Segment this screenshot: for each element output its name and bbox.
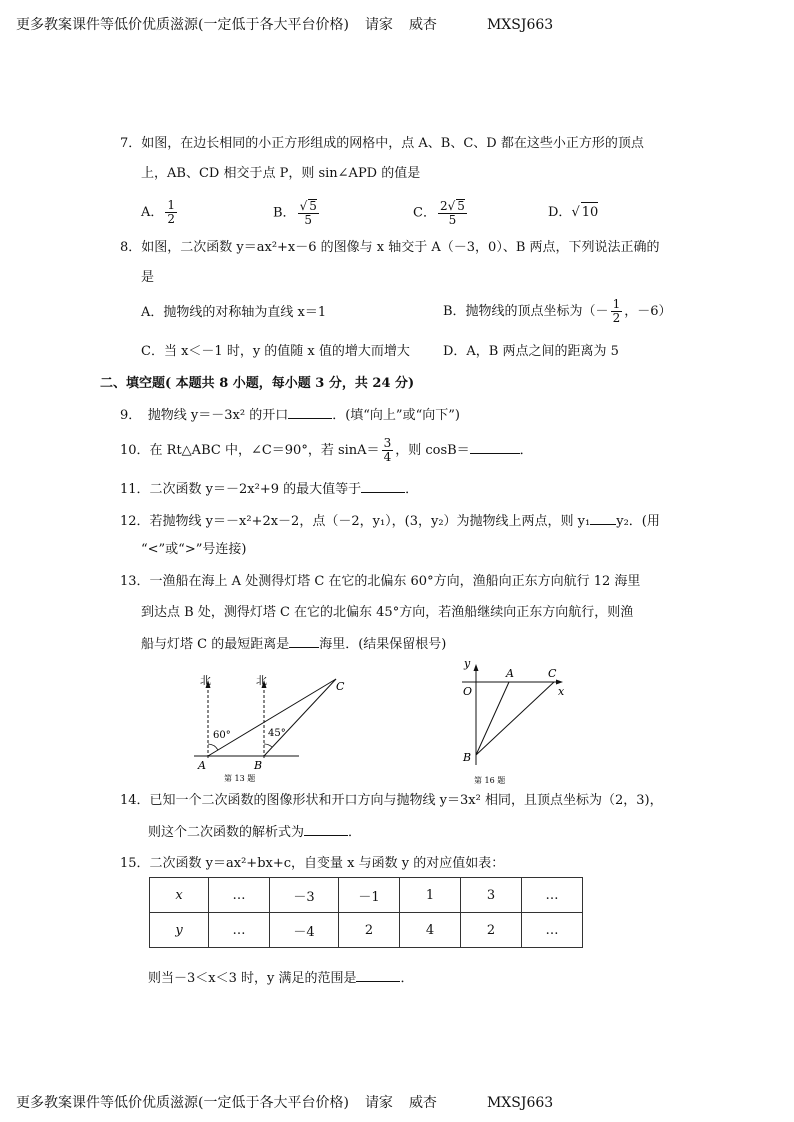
origin-label: O [463, 685, 473, 698]
fraction: $\frac{1}{2}$ [612, 297, 621, 325]
q7-line1: 7．如图，在边长相同的小正方形组成的网格中，点 A、B、C、D 都在这些小正方形的顶点 [120, 136, 644, 151]
table-cell: … [522, 913, 583, 948]
footer-text: 更多教案课件等低价优质滋源(一定低于各大平台价格) [16, 1095, 349, 1111]
table-cell: －3 [270, 878, 339, 913]
table-cell: 3 [461, 878, 522, 913]
q15-intro: 15．二次函数 y＝ax²+bx+c，自变量 x 与函数 y 的对应值如表： [120, 856, 505, 871]
q8-line2: 是 [141, 270, 155, 285]
table-cell: 4 [400, 913, 461, 948]
table-cell: 2 [339, 913, 400, 948]
line-bc [264, 679, 336, 756]
header-code: MXSJ663 [486, 17, 554, 33]
north-label: 北 [200, 674, 211, 687]
q9: 9． 抛物线 y＝－3x² 的开口 ．(填“向上”或“向下”) [120, 405, 460, 426]
figure-caption: 第 13 题 [224, 774, 256, 783]
fraction: $\frac{√ 5}{5}$ [299, 199, 317, 227]
table-cell: x [150, 878, 209, 913]
north-label: 北 [256, 674, 267, 687]
table-cell: y [150, 913, 209, 948]
figure-13 [186, 670, 346, 786]
header-text: 更多教案课件等低价优质滋源(一定低于各大平台价格) [16, 17, 349, 33]
table-cell: … [209, 878, 270, 913]
point-label: B [463, 751, 472, 764]
q8-option-d: D．A，B 两点之间的距离为 5 [443, 344, 619, 359]
q7-option-d: D．√ 10 [548, 202, 598, 223]
line-ba [476, 682, 509, 755]
fraction: $\frac{3}{4}$ [383, 436, 392, 464]
point-label: C [548, 667, 557, 680]
angle-label: 45° [268, 728, 286, 739]
q7-option-a: A． $\frac{1}{2}$ [141, 198, 176, 226]
table-cell: … [209, 913, 270, 948]
fraction: $\frac{2√ 5}{5}$ [439, 199, 465, 227]
q7-option-b: B． $\frac{√ 5}{5}$ [273, 199, 317, 227]
table-row [150, 878, 583, 913]
q7-option-c: C． $\frac{2√ 5}{5}$ [413, 199, 465, 227]
q8-option-b: B．抛物线的顶点坐标为（－ $\frac{1}{2}$ ，－6） [443, 297, 672, 325]
angle-arc-b [264, 744, 272, 747]
q13-line3: 船与灯塔 C 的最短距离是 海里．(结果保留根号) [141, 634, 446, 655]
q8-option-a: A．抛物线的对称轴为直线 x＝1 [141, 305, 327, 320]
q14-line2: 则这个二次函数的解析式为 ． [148, 822, 361, 843]
line-bc [476, 682, 554, 755]
q12-line2: “<”或“>”号连接) [141, 542, 247, 557]
angle-label: 60° [213, 730, 231, 741]
table-cell: 1 [400, 878, 461, 913]
table-cell: －1 [339, 878, 400, 913]
point-label: A [506, 667, 514, 680]
line-ac [208, 679, 336, 756]
header-mid: 请家 [364, 17, 393, 33]
answer-blank [361, 479, 405, 493]
page-footer [16, 1092, 553, 1112]
footer-code: MXSJ663 [486, 1095, 554, 1111]
q10: 10．在 Rt△ABC 中，∠C＝90°，若 sinA＝ $\frac{3}{4}$ ，则 cosB＝ ． [120, 436, 533, 464]
q15-after: 则当－3＜x＜3 时，y 满足的范围是 ． [148, 968, 414, 989]
answer-blank [356, 968, 400, 982]
q11: 11．二次函数 y＝－2x²+9 的最大值等于 ． [120, 479, 418, 500]
page-header [16, 14, 553, 34]
footer-mid: 请家 [364, 1095, 393, 1111]
table-cell: … [522, 878, 583, 913]
answer-blank [470, 440, 520, 454]
point-label: B [254, 759, 263, 772]
q8-line1: 8．如图，二次函数 y＝ax²+x－6 的图像与 x 轴交于 A（－3，0）、B 两点，下列说法正确的 [120, 240, 660, 255]
value-table [149, 877, 583, 948]
q14-line1: 14．已知一个二次函数的图像形状和开口方向与抛物线 y＝3x² 相同，且顶点坐标为（2，3)， [120, 793, 663, 808]
point-label: A [198, 759, 206, 772]
angle-arc-a [208, 744, 218, 750]
answer-blank [304, 822, 348, 836]
table-cell: 2 [461, 913, 522, 948]
q12-line1: 12．若抛物线 y＝－x²+2x－2，点（－2，y₁），(3，y₂）为抛物线上两点，则 y₁ y₂．(用 [120, 511, 660, 532]
table-cell: －4 [270, 913, 339, 948]
answer-blank [590, 511, 616, 525]
table-row [150, 913, 583, 948]
q8-option-c: C．当 x＜－1 时，y 的值随 x 值的增大而增大 [141, 344, 410, 359]
fraction: $\frac{1}{2}$ [167, 198, 176, 226]
figure-16 [454, 655, 578, 787]
q13-line1: 13．一渔船在海上 A 处测得灯塔 C 在它的北偏东 60°方向，渔船向正东方向航行 12 海里 [120, 574, 641, 589]
point-label: C [336, 680, 345, 693]
footer-name: 威杏 [408, 1095, 437, 1111]
q7-line2: 上，AB、CD 相交于点 P，则 sin∠APD 的值是 [141, 166, 421, 181]
q13-line2: 到达点 B 处，测得灯塔 C 在它的北偏东 45°方向，若渔船继续向正东方向航行，则渔 [141, 605, 634, 620]
axis-label: y [464, 657, 471, 670]
figure-caption: 第 16 题 [474, 776, 506, 785]
y-axis-arrow [474, 664, 479, 671]
answer-blank [289, 634, 319, 648]
axis-label: x [558, 685, 565, 698]
x-axis-arrow [556, 680, 563, 685]
header-name: 威杏 [408, 17, 437, 33]
section-title: 二、填空题( 本题共 8 小题，每小题 3 分，共 24 分) [100, 376, 415, 391]
answer-blank [288, 405, 332, 419]
